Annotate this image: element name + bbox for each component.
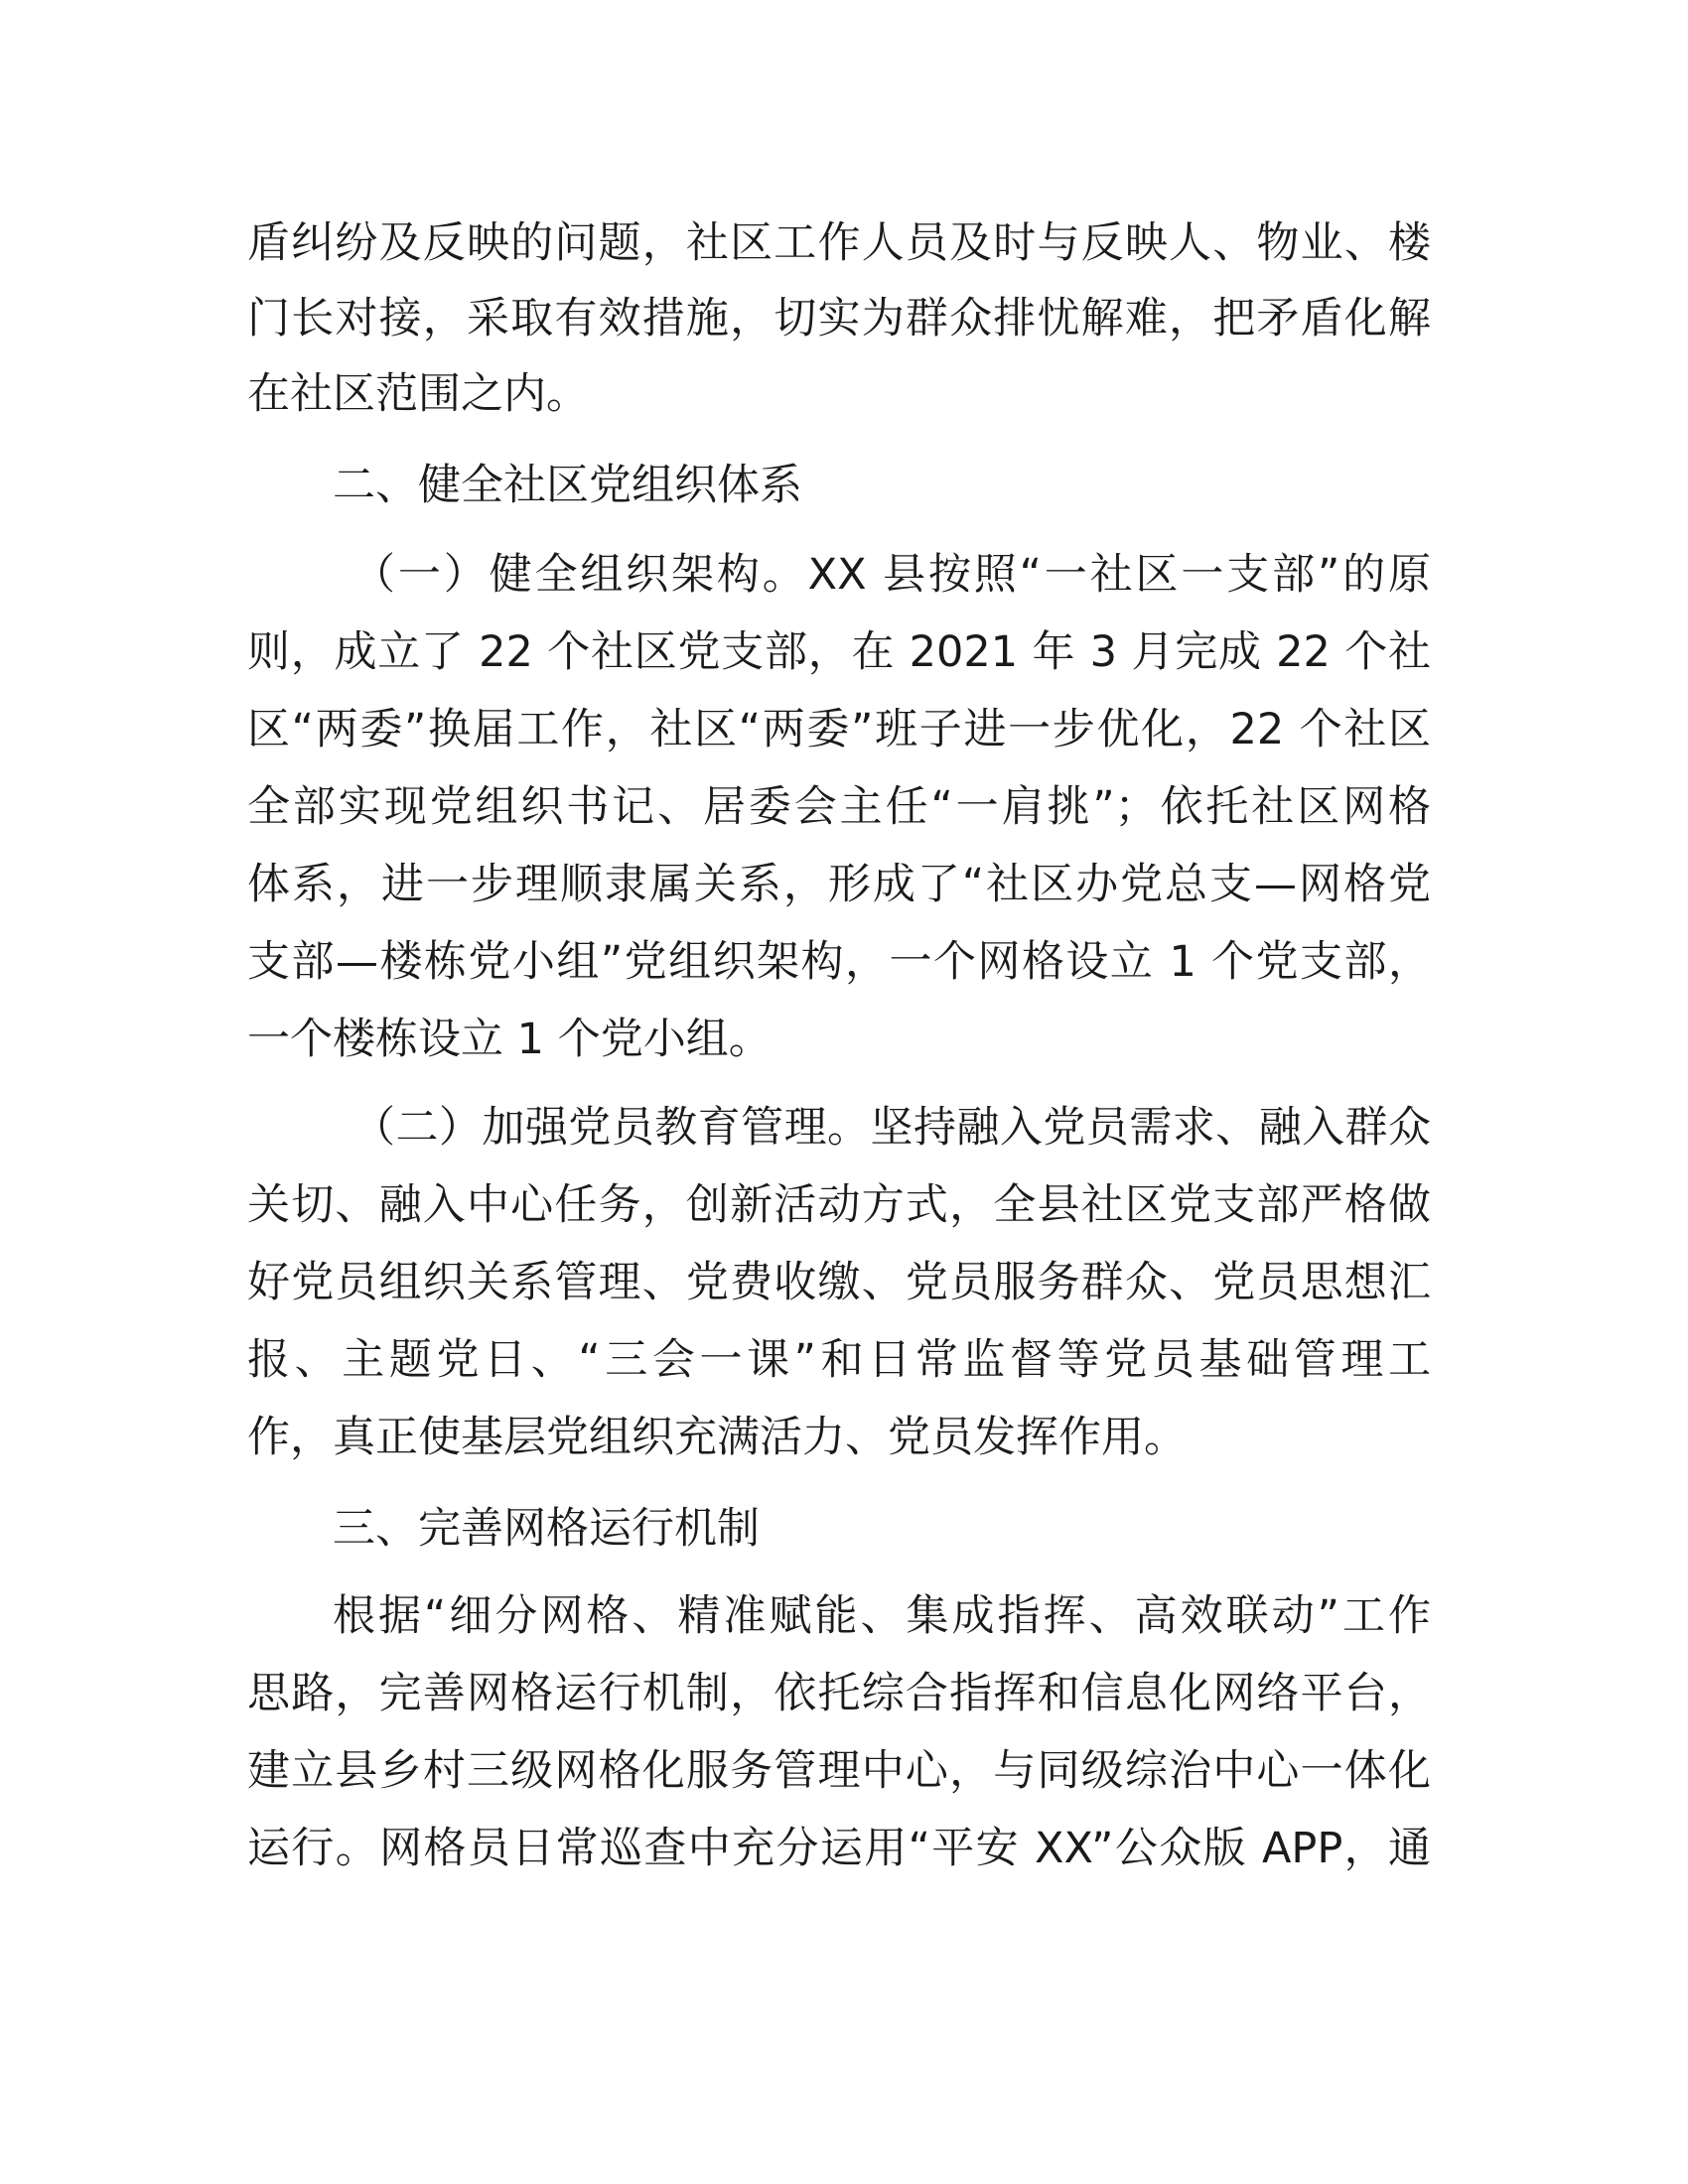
text-line: 报、主题党日、“三会一课”和日常监督等党员基础管理工 <box>247 1335 1431 1385</box>
text-line: 思路，完善网格运行机制，依托综合指挥和信息化网络平台， <box>247 1669 1431 1718</box>
text-line: 门长对接，采取有效措施，切实为群众排忧解难，把矛盾化解 <box>247 294 1431 343</box>
text-line: 则，成立了 22 个社区党支部，在 2021 年 3 月完成 22 个社 <box>247 627 1431 677</box>
text-line: 全部实现党组织书记、居委会主任“一肩挑”；依托社区网格 <box>247 782 1431 832</box>
text-line: 作，真正使基层党组织充满活力、党员发挥作用。 <box>247 1413 1187 1462</box>
section-heading: 二、健全社区党组织体系 <box>333 461 802 510</box>
section-heading: 三、完善网格运行机制 <box>333 1504 760 1554</box>
text-line: 体系，进一步理顺隶属关系，形成了“社区办党总支—网格党 <box>247 860 1431 909</box>
text-line: 支部—楼栋党小组”党组织架构，一个网格设立 1 个党支部， <box>247 937 1431 987</box>
text-line: 根据“细分网格、精准赋能、集成指挥、高效联动”工作 <box>333 1591 1431 1641</box>
text-line: 区“两委”换届工作，社区“两委”班子进一步优化，22 个社区 <box>247 705 1431 754</box>
text-line: 关切、融入中心任务，创新活动方式，全县社区党支部严格做 <box>247 1180 1431 1230</box>
text-line: 一个楼栋设立 1 个党小组。 <box>247 1015 772 1064</box>
text-line: 建立县乡村三级网格化服务管理中心，与同级综治中心一体化 <box>247 1746 1431 1796</box>
text-line: 好党员组织关系管理、党费收缴、党员服务群众、党员思想汇 <box>247 1258 1431 1307</box>
text-line: （一）健全组织架构。XX 县按照“一社区一支部”的原 <box>352 550 1431 600</box>
text-line: 盾纠纷及反映的问题，社区工作人员及时与反映人、物业、楼 <box>247 218 1431 268</box>
text-line: 在社区范围之内。 <box>247 369 589 419</box>
text-line: （二）加强党员教育管理。坚持融入党员需求、融入群众 <box>352 1103 1431 1153</box>
text-line: 运行。网格员日常巡查中充分运用“平安 XX”公众版 APP，通 <box>247 1824 1431 1873</box>
